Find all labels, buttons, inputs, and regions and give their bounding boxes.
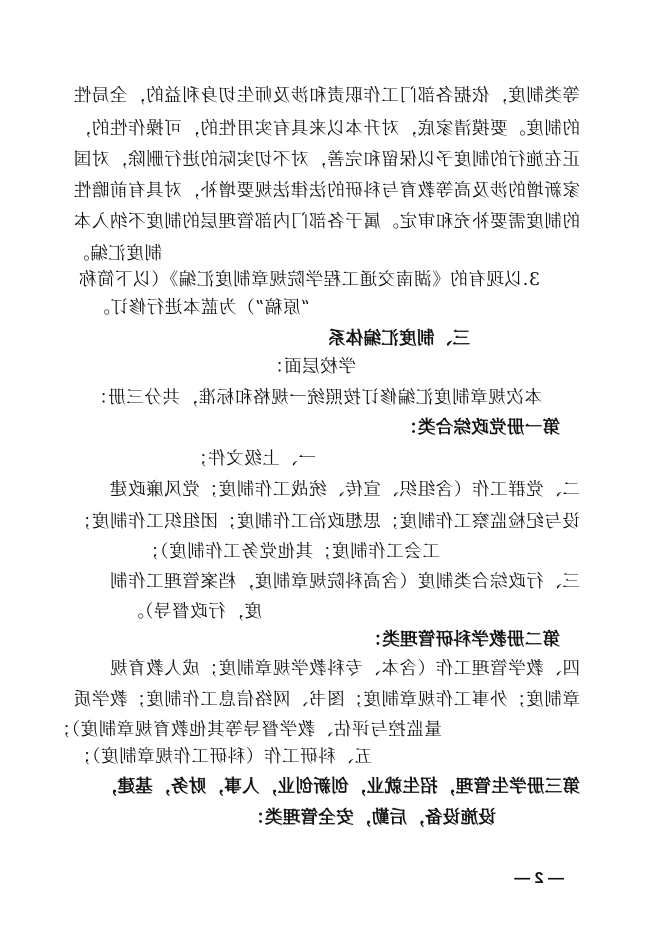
section-heading-line: 设施设备，后勤，安全管理类：: [246, 808, 496, 828]
body-text-line: 四、教学管理工作（含本、专科教学规章制度；成人教育规: [109, 659, 580, 679]
section-heading-line: 第二册教学科研管理类：: [364, 630, 560, 650]
body-text-line: 制度汇编。: [71, 244, 162, 264]
body-text-line: 章制度；外事工作规章制度；图书、网络信息工作制度；教学质: [73, 690, 580, 710]
body-text-line: 的制度需要补充和审定。属于各部门内部管理层的制度不纳入本: [73, 212, 580, 232]
body-text-line: 3.以现有的《湖南交通工程学院规章制度汇编》（以下简称: [78, 270, 540, 290]
page-number: — 2 —: [514, 870, 564, 887]
body-text-line: 工会工作制度；其他党务工作制度）；: [141, 542, 440, 562]
body-text-line: 家新增的涉及高等教育与科研的法律法规要增补，对具有前瞻性: [73, 181, 580, 201]
body-text-line: 设与纪检监察工作制度；思想政治工作制度；团组织工作制度；: [73, 512, 580, 532]
body-text-line: 五、科研工作（科研工作规章制度）；: [73, 747, 372, 767]
body-text-line: 本次规章制度汇编修订按照统一规格和标准，共分三册：: [89, 388, 542, 408]
body-text-line: 正在施行的制度予以保留和完善，对不切实际的进行删除，对国: [73, 150, 580, 170]
body-text-line: 一、上级文件；: [189, 449, 316, 469]
body-text-line: 的制度。要摸清家底，对升本以来具有实用性的，可操作性的，: [73, 119, 580, 139]
section-heading-line: 三、制度汇编体系: [327, 329, 470, 349]
body-text-line: “原稿”）为蓝本进行修订。: [91, 298, 310, 318]
body-text-line: 三、行政综合类制度（含高科院规章制度，档案管理工作制: [109, 572, 580, 592]
body-text-line: 度，行政督导）。: [125, 602, 262, 622]
section-heading-line: 第三册学生管理，招生就业，创新创业，人事，财务，基建，: [99, 777, 580, 797]
body-text-line: 量监控与评估、教学督导等其他教育规章制度）；: [52, 720, 442, 740]
body-text-line: 学校层面：: [265, 357, 356, 377]
body-text-line: 二、党群工作（含组织、宣传、统战工作制度；党风廉政建: [109, 480, 580, 500]
body-text-line: 等类制度，依据各部门工作职责和涉及师生切身利益的，全局性: [73, 86, 580, 106]
section-heading-line: 第一册党政综合类：: [399, 418, 560, 438]
